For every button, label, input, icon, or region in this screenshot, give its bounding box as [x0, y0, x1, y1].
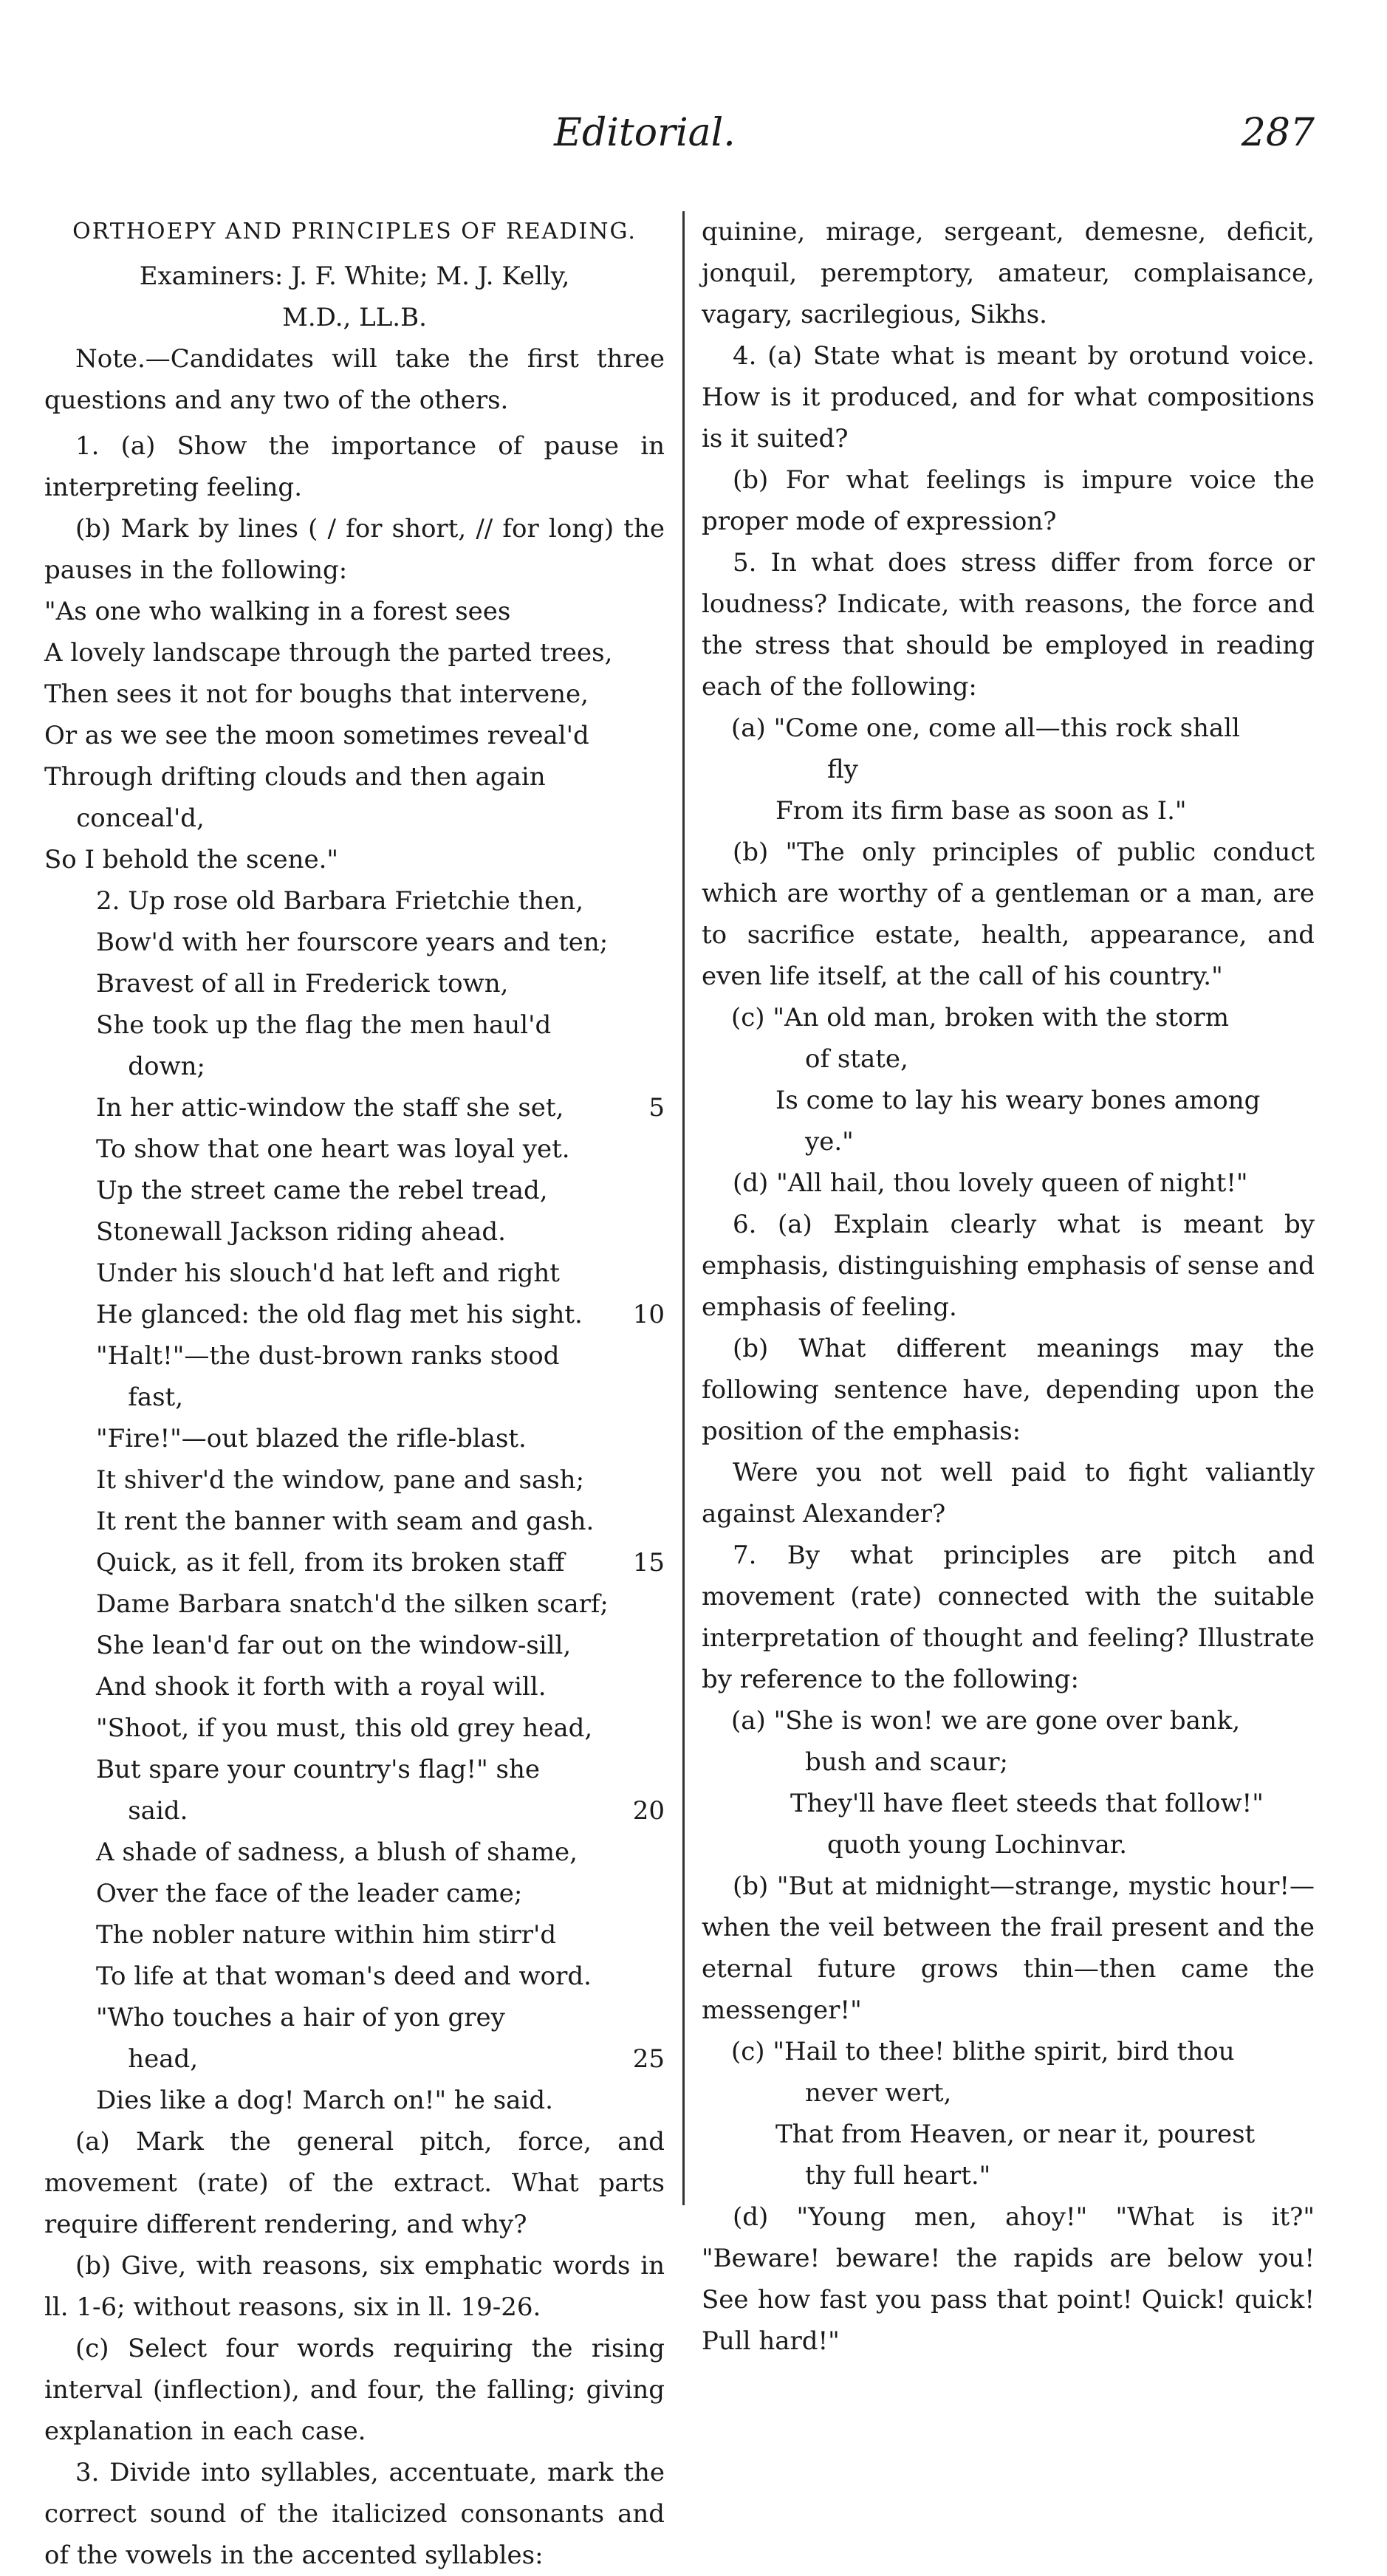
verse-line: [96, 963, 665, 1004]
verse-line: [96, 1873, 665, 1914]
quote-line: (c) "Hail to thee! blithe spirit, bird thou: [731, 2037, 1235, 2066]
quote-line: From its firm base as soon as I.": [775, 796, 1187, 826]
verse-line-text: It shiver'd the window, pane and sash;: [96, 1465, 585, 1495]
verse-line-text: To life at that woman's deed and word.: [96, 1962, 592, 1991]
question-5d: (d) "All hail, thou lovely queen of night!": [733, 1168, 1248, 1198]
verse-line-text: Bravest of all in Frederick town,: [96, 969, 509, 998]
verse-line-text: "Halt!"—the dust-brown ranks stood: [96, 1341, 560, 1371]
section-title: ORTHOEPY AND PRINCIPLES OF READING.: [72, 219, 637, 244]
verse-line: [96, 1542, 665, 1583]
question-3: 3. Divide into syllables, accentuate, mark the correct sound of the italicized consonants and of the vowels in the accented syllables:: [44, 2458, 665, 2570]
verse-line: [96, 1170, 665, 1211]
barbara-frietchie-poem: [44, 880, 665, 2121]
verse-line: [96, 1832, 665, 1873]
quote-line: quoth young Lochinvar.: [827, 1830, 1128, 1860]
verse-line-text: In her attic-window the staff she set,: [96, 1093, 564, 1123]
verse-line-text: Quick, as it fell, from its broken staff: [96, 1548, 565, 1578]
line-number: 20: [632, 1796, 665, 1826]
verse-line: [96, 1087, 665, 1128]
verse-line-text: "Who touches a hair of yon grey: [96, 2003, 505, 2032]
verse-line-text: A shade of sadness, a blush of shame,: [96, 1837, 578, 1867]
verse-line: [96, 1335, 665, 1377]
verse-line: [96, 922, 665, 963]
verse-line-text: 2. Up rose old Barbara Frietchie then,: [96, 886, 583, 916]
page-number: 287: [1241, 111, 1315, 155]
poem-line: Then sees it not for boughs that intervene,: [44, 679, 589, 709]
candidates-note: Note.—Candidates will take the first three questions and any two of the others.: [44, 344, 665, 415]
verse-line-text: And shook it forth with a royal will.: [96, 1672, 547, 1702]
verse-line: [96, 1997, 665, 2038]
verse-line: [96, 1253, 665, 1294]
question-4b: (b) For what feelings is impure voice the proper mode of expression?: [702, 465, 1315, 536]
poem-passage: [44, 591, 665, 880]
running-title: Editorial.: [554, 111, 736, 155]
verse-line: [96, 1004, 665, 1046]
verse-line: [96, 1583, 665, 1625]
question-2a: (a) Mark the general pitch, force, and movement (rate) of the extract. What parts require different rendering, and why?: [44, 2127, 665, 2239]
verse-line: [96, 1625, 665, 1666]
verse-line-text: But spare your country's flag!" she: [96, 1755, 540, 1784]
quote-line: That from Heaven, or near it, pourest: [775, 2120, 1256, 2149]
verse-line-text: Bow'd with her fourscore years and ten;: [96, 928, 609, 957]
poem-line: A lovely landscape through the parted trees,: [44, 638, 613, 668]
question-2c: (c) Select four words requiring the rising interval (inflection), and four, the falling; giving explanation in each case.: [44, 2334, 665, 2446]
poem-line: So I behold the scene.": [44, 845, 339, 874]
examiners-line-1: Examiners: J. F. White; M. J. Kelly,: [139, 261, 570, 291]
verse-line-text: Stonewall Jackson riding ahead.: [96, 1217, 506, 1247]
verse-line-text: It rent the banner with seam and gash.: [96, 1507, 595, 1536]
poem-line: "As one who walking in a forest sees: [44, 597, 511, 626]
verse-line-text: "Fire!"—out blazed the rifle-blast.: [96, 1424, 527, 1453]
quote-line: thy full heart.": [805, 2161, 991, 2190]
verse-line: [96, 1956, 665, 1997]
quote-line: fly: [827, 755, 858, 784]
verse-line: [96, 2080, 665, 2121]
verse-line: [96, 1046, 665, 1087]
quote-line: ye.": [805, 1127, 854, 1157]
verse-line-text: Over the face of the leader came;: [96, 1879, 523, 1908]
verse-line: [96, 1459, 665, 1501]
verse-line-text: Up the street came the rebel tread,: [96, 1176, 548, 1205]
question-7: 7. By what principles are pitch and movement (rate) connected with the suitable interpretation of thought and feeling? Illustrate by reference to the following:: [702, 1541, 1315, 1694]
question-3-word-list: quinine, mirage, sergeant, demesne, deficit, jonquil, peremptory, amateur, complaisance, vagary, sacrilegious, Sikhs.: [702, 217, 1315, 329]
line-number: 10: [632, 1300, 665, 1329]
examiners-line-2: M.D., LL.B.: [282, 303, 427, 332]
verse-line: [96, 1211, 665, 1253]
question-5c-quote: [702, 997, 1315, 1162]
quote-line: (a) "Come one, come all—this rock shall: [731, 713, 1240, 743]
verse-line-text: Under his slouch'd hat left and right: [96, 1258, 560, 1288]
line-number: 25: [632, 2044, 665, 2074]
question-6b: (b) What different meanings may the following sentence have, depending upon the position of the emphasis:: [702, 1334, 1315, 1446]
question-1a: 1. (a) Show the importance of pause in interpreting feeling.: [44, 431, 665, 502]
page-header: [44, 111, 1315, 177]
question-5: 5. In what does stress differ from force or loudness? Indicate, with reasons, the force and the stress that should be employed in reading each of the following:: [702, 548, 1315, 702]
quote-line: Is come to lay his weary bones among: [775, 1086, 1261, 1115]
question-4a: 4. (a) State what is meant by orotund voice. How is it produced, and for what compositions is it suited?: [702, 341, 1315, 453]
verse-line: [96, 2038, 665, 2080]
left-column: [44, 211, 665, 2576]
quote-line: (a) "She is won! we are gone over bank,: [731, 1706, 1241, 1736]
verse-line: [96, 1377, 665, 1418]
verse-line-text: "Shoot, if you must, this old grey head,: [96, 1713, 593, 1743]
quote-line: bush and scaur;: [805, 1747, 1008, 1777]
verse-line: [96, 1418, 665, 1459]
verse-line-text: The nobler nature within him stirr'd: [96, 1920, 557, 1950]
question-7a-quote: [702, 1700, 1315, 1866]
quote-line: never wert,: [805, 2078, 952, 2108]
verse-line-text: She lean'd far out on the window-sill,: [96, 1631, 572, 1660]
question-5b: (b) "The only principles of public conduct which are worthy of a gentleman or a man, are to sacrifice estate, health, appearance, and even life itself, at the call of his country.": [702, 837, 1315, 991]
verse-line-text: She took up the flag the men haul'd: [96, 1010, 552, 1040]
quote-line: of state,: [805, 1044, 908, 1074]
column-divider: [682, 211, 685, 2205]
verse-line-text: Dame Barbara snatch'd the silken scarf;: [96, 1589, 609, 1619]
verse-line: [96, 1128, 665, 1170]
poem-line: Or as we see the moon sometimes reveal'd: [44, 721, 589, 750]
verse-line: [96, 1294, 665, 1335]
poem-line: conceal'd,: [44, 804, 205, 833]
verse-line: [96, 1914, 665, 1956]
line-number: 5: [648, 1093, 665, 1123]
question-5a-quote: [702, 708, 1315, 832]
right-column: [702, 211, 1315, 2362]
question-6-sentence: Were you not well paid to fight valiantly against Alexander?: [702, 1458, 1315, 1529]
quote-line: They'll have fleet steeds that follow!": [790, 1789, 1264, 1818]
verse-line-text: said.: [96, 1796, 188, 1826]
question-6a: 6. (a) Explain clearly what is meant by emphasis, distinguishing emphasis of sense and emphasis of feeling.: [702, 1210, 1315, 1322]
verse-line: [96, 1501, 665, 1542]
poem-line: Through drifting clouds and then again: [44, 762, 546, 792]
verse-line: [96, 1666, 665, 1707]
line-number: 15: [632, 1548, 665, 1578]
quote-line: (c) "An old man, broken with the storm: [731, 1003, 1230, 1032]
question-7d: (d) "Young men, ahoy!" "What is it?" "Beware! beware! the rapids are below you! See how fast you pass that point! Quick! quick! Pull hard!": [702, 2202, 1315, 2356]
verse-line-text: fast,: [96, 1383, 184, 1412]
verse-line-text: He glanced: the old flag met his sight.: [96, 1300, 583, 1329]
verse-line: [96, 1707, 665, 1749]
question-7b: (b) "But at midnight—strange, mystic hour!—when the veil between the frail present and the eternal future grows thin—then came the messenger!": [702, 1871, 1315, 2025]
verse-line-text: Dies like a dog! March on!" he said.: [96, 2086, 553, 2115]
verse-line: [96, 880, 665, 922]
verse-line: [96, 1749, 665, 1790]
verse-line-text: To show that one heart was loyal yet.: [96, 1134, 570, 1164]
verse-line: [96, 1790, 665, 1832]
verse-line-text: head,: [96, 2044, 199, 2074]
verse-line-text: down;: [96, 1052, 205, 1081]
question-7c-quote: [702, 2031, 1315, 2196]
question-2b: (b) Give, with reasons, six emphatic words in ll. 1-6; without reasons, six in ll. 19-26.: [44, 2251, 665, 2322]
question-1b: (b) Mark by lines ( / for short, // for long) the pauses in the following:: [44, 514, 665, 585]
